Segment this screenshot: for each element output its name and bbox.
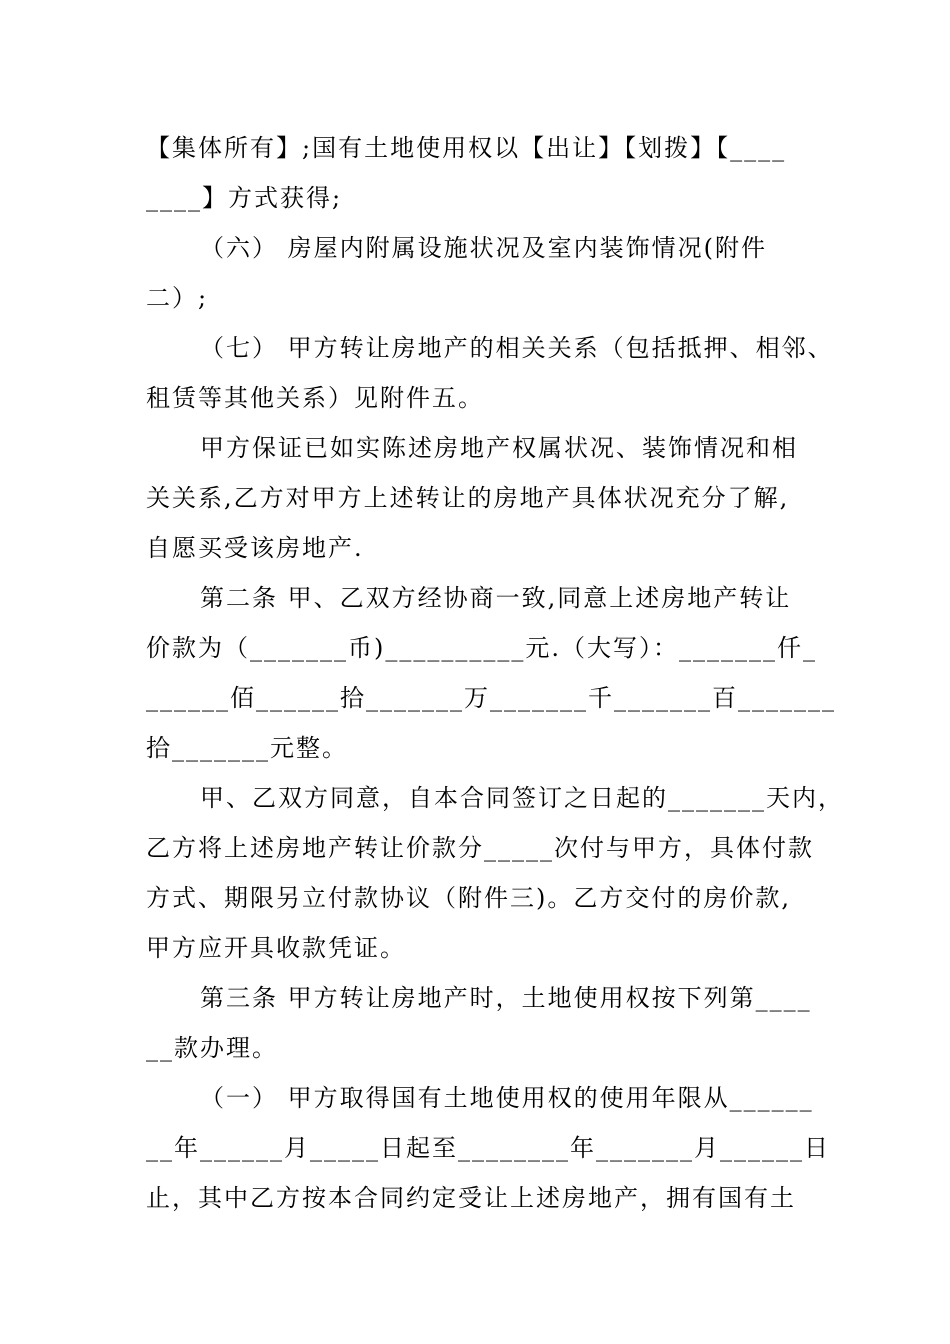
text-line: （一） 甲方取得国有土地使用权的使用年限从______ <box>200 1084 814 1112</box>
text-line: 租赁等其他关系）见附件五。 <box>146 384 484 412</box>
text-line: 第三条 甲方转让房地产时，土地使用权按下列第____ <box>200 984 812 1012</box>
text-line: 第二条 甲、乙双方经协商一致,同意上述房地产转让 <box>200 584 792 612</box>
text-line: 甲方应开具收款凭证。 <box>146 934 406 962</box>
text-line: __款办理。 <box>146 1034 278 1062</box>
text-line: （七） 甲方转让房地产的相关关系（包括抵押、相邻、 <box>200 334 834 362</box>
text-line: 二）; <box>146 284 209 312</box>
text-line: __年______月_____日起至________年_______月______日 <box>146 1134 830 1162</box>
text-line: 乙方将上述房地产转让价款分_____次付与甲方，具体付款 <box>146 834 814 862</box>
text-line: 价款为（_______币)__________元.（大写）：_______仟_ <box>146 634 817 662</box>
text-line: 拾_______元整。 <box>146 734 348 762</box>
text-line: 止，其中乙方按本合同约定受让上述房地产，拥有国有土 <box>146 1184 796 1212</box>
text-line: ______佰______拾_______万_______千_______百_______ <box>146 684 836 712</box>
text-line: 甲、乙双方同意，自本合同签订之日起的_______天内， <box>200 784 844 812</box>
text-line: 关关系,乙方对甲方上述转让的房地产具体状况充分了解, <box>146 484 790 512</box>
text-line: ____】方式获得; <box>146 184 343 212</box>
text-line: 【集体所有】;国有土地使用权以【出让】【划拨】【____ <box>146 134 787 162</box>
text-line: 自愿买受该房地产. <box>146 534 364 562</box>
text-line: 方式、期限另立付款协议（附件三)。乙方交付的房价款, <box>146 884 791 912</box>
text-line: 甲方保证已如实陈述房地产权属状况、装饰情况和相 <box>200 434 798 462</box>
text-line: （六） 房屋内附属设施状况及室内装饰情况(附件 <box>200 234 767 262</box>
